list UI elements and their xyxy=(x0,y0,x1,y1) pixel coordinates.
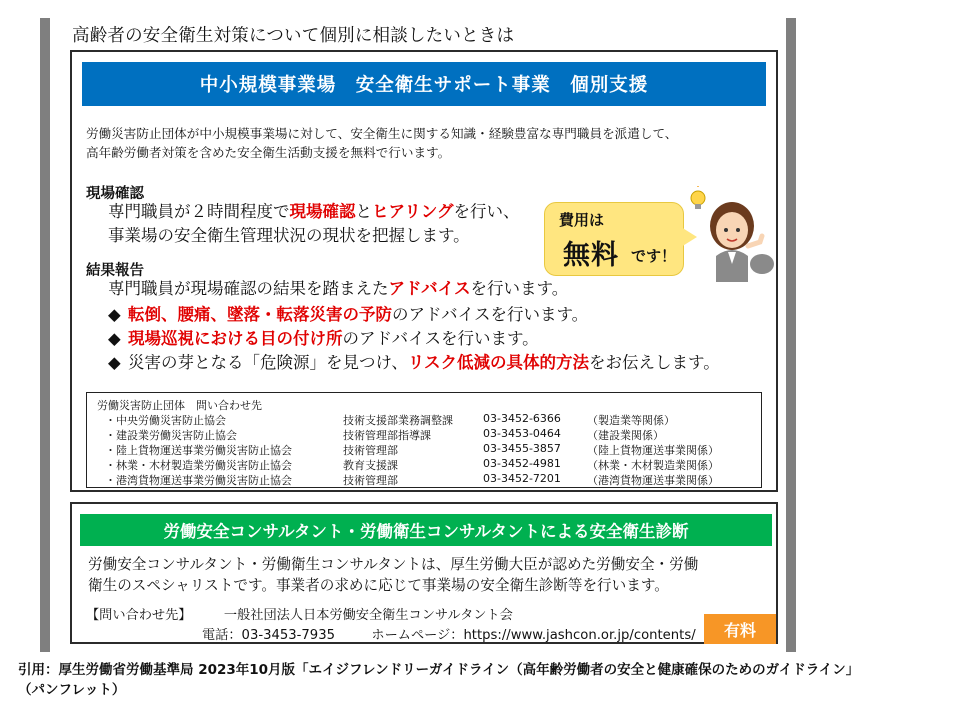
contact-dept: 教育支援課 xyxy=(343,459,398,472)
homepage-link[interactable]: ホームページ：https://www.jashcon.or.jp/contents/ xyxy=(371,628,696,643)
support-program-box xyxy=(70,50,778,492)
text: のアドバイスを行います。 xyxy=(392,305,589,324)
contact-org: ・中央労働災害防止協会 xyxy=(105,414,226,427)
intro-line-2: 高年齢労働者対策を含めた安全衛生活動支援を無料で行います。 xyxy=(86,145,451,160)
inquiry-org: 一般社団法人日本労働安全衛生コンサルタント会 xyxy=(223,608,513,623)
contact-org: ・港湾貨物運送事業労働災害防止協会 xyxy=(105,474,292,487)
contact-tel: 03-3452-7201 xyxy=(483,472,561,485)
citation xyxy=(18,660,948,700)
contact-dept: 技術管理部 xyxy=(343,444,398,457)
contact-tel: 03-3453-0464 xyxy=(483,427,561,440)
consultant-line-1: 労働安全コンサルタント・労働衛生コンサルタントは、厚生労働大臣が認めた労働安全・労働 xyxy=(88,556,699,573)
site-check-line-1 xyxy=(108,201,520,223)
report-title: 結果報告 xyxy=(86,263,144,279)
contact-dept: 技術管理部 xyxy=(343,474,398,487)
highlight-text: リスク低減の具体的方法 xyxy=(407,353,590,372)
highlight-text: 現場確認 xyxy=(289,202,356,221)
slide xyxy=(40,18,796,652)
highlight-text: アドバイス xyxy=(388,279,471,298)
text: 災害の芽となる「危険源」を見つけ、 xyxy=(128,353,408,372)
text: をお伝えします。 xyxy=(589,353,720,372)
contact-tel: 03-3452-4981 xyxy=(483,457,561,470)
contact-note: （港湾貨物運送事業関係） xyxy=(587,474,719,487)
staff-illustration xyxy=(688,186,776,282)
contact-header: 労働災害防止団体 問い合わせ先 xyxy=(97,399,262,412)
free-speech-bubble xyxy=(544,202,684,276)
consultant-contact xyxy=(202,624,696,643)
contact-org: ・林業・木材製造業労働災害防止協会 xyxy=(105,459,292,472)
contact-org: ・建設業労働災害防止協会 xyxy=(105,429,237,442)
contact-dept: 技術支援部業務調整課 xyxy=(343,414,453,427)
highlight-text: 現場巡視における目の付け所 xyxy=(128,329,343,348)
text: と xyxy=(355,202,372,221)
citation-line-1: 引用：厚生労働省労働基準局 2023年10月版「エイジフレンドリーガイドライン（高年齢労働者の安全と健康確保のためのガイドライン」 xyxy=(18,662,860,678)
contact-tel: 03-3452-6366 xyxy=(483,412,561,425)
contact-table xyxy=(86,392,762,488)
report-bullet-3 xyxy=(108,352,720,374)
consultant-box xyxy=(70,502,778,644)
consultant-description xyxy=(88,554,768,596)
text: を行い、 xyxy=(453,202,520,221)
report-bullet-1 xyxy=(108,304,588,326)
text: 専門職員が現場確認の結果を踏まえた xyxy=(108,279,389,298)
slide-header: 高齢者の安全衛生対策について個別に相談したいときは xyxy=(72,26,515,46)
contact-org: ・陸上貨物運送事業労働災害防止協会 xyxy=(105,444,292,457)
citation-line-2: （パンフレット） xyxy=(18,682,126,698)
contact-dept: 技術管理部指導課 xyxy=(343,429,431,442)
contact-tel: 03-3455-3857 xyxy=(483,442,561,455)
consultant-banner: 労働安全コンサルタント・労働衛生コンサルタントによる安全衛生診断 xyxy=(80,514,772,546)
diamond-bullet-icon: ◆ xyxy=(108,329,121,348)
highlight-text: ヒアリング xyxy=(372,202,454,221)
phone-number: 電話：03-3453-7935 xyxy=(202,628,335,643)
consultant-line-2: 衛生のスペシャリストです。事業者の求めに応じて事業場の安全衛生診断等を行います。 xyxy=(88,577,669,594)
diamond-bullet-icon: ◆ xyxy=(108,305,121,324)
bubble-line-3: です！ xyxy=(631,247,677,265)
bubble-free-text: 無料 xyxy=(563,240,619,271)
report-line-1 xyxy=(108,278,568,300)
contact-note: （林業・木材製造業関係） xyxy=(587,459,719,472)
contact-note: （建設業関係） xyxy=(587,429,664,442)
contact-note: （製造業等関係） xyxy=(587,414,675,427)
site-check-title: 現場確認 xyxy=(86,186,144,202)
bubble-line-1: 費用は xyxy=(559,211,605,229)
site-check-line-2: 事業場の安全衛生管理状況の現状を把握します。 xyxy=(108,226,470,245)
support-program-banner: 中小規模事業場 安全衛生サポート事業 個別支援 xyxy=(82,62,766,106)
text: 専門職員が２時間程度で xyxy=(108,202,290,221)
contact-note: （陸上貨物運送事業関係） xyxy=(587,444,719,457)
support-intro xyxy=(86,124,776,162)
diamond-bullet-icon: ◆ xyxy=(108,353,121,372)
text: のアドバイスを行います。 xyxy=(342,329,539,348)
highlight-text: 転倒、腰痛、墜落・転落災害の予防 xyxy=(128,305,392,324)
inquiry-label: 【問い合わせ先】 xyxy=(86,608,192,623)
consultant-inquiry xyxy=(86,604,513,623)
text: を行います。 xyxy=(470,279,569,298)
report-bullet-2 xyxy=(108,328,539,350)
intro-line-1: 労働災害防止団体が中小規模事業場に対して、安全衛生に関する知識・経験豊富な専門職員を派遣して、 xyxy=(86,126,678,141)
paid-badge: 有料 xyxy=(704,614,776,644)
